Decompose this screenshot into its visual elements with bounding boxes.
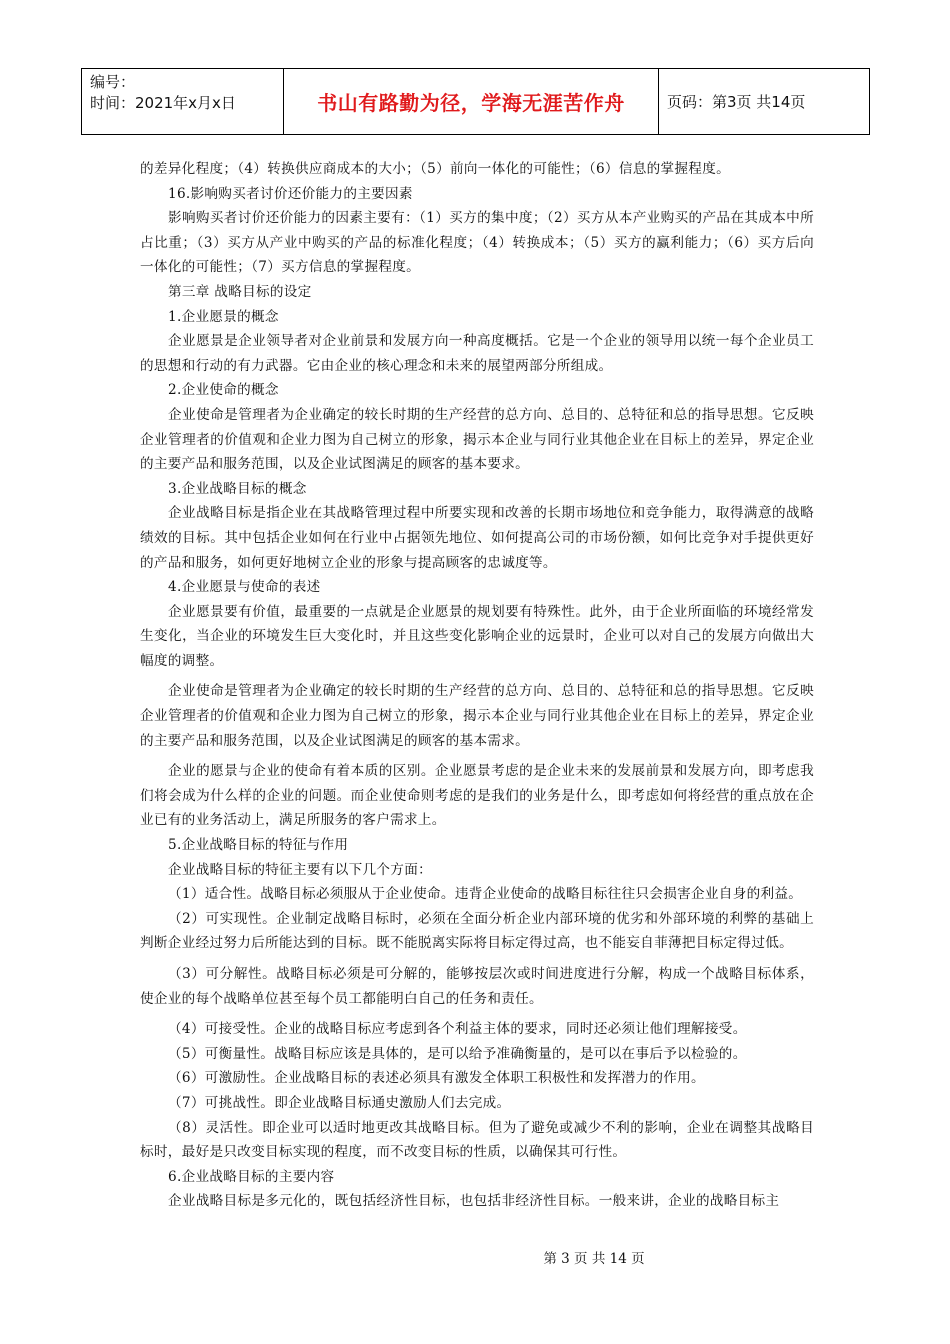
paragraph: （7）可挑战性。即企业战略目标通史激励人们去完成。 xyxy=(168,1094,511,1111)
section-heading: 2.企业使命的概念 xyxy=(168,382,279,399)
paragraph: 企业的愿景与企业的使命有着本质的区别。企业愿景考虑的是企业未来的发展前景和发展方向，即考虑我们将会成为什么样的企业的问题。而企业使命则考虑的是我们的业务是什么，即考虑如何将经营的重点放在企业已有的业务活动上，满足所服务的客户需求上。 xyxy=(140,763,814,829)
section-heading: 6.企业战略目标的主要内容 xyxy=(168,1168,335,1185)
paragraph: 企业愿景要有价值，最重要的一点就是企业愿景的规划要有特殊性。此外，由于企业所面临的环境经常发生变化，当企业的环境发生巨大变化时，并且这些变化影响企业的远景时，企业可以对自己的发展方向做出大幅度的调整。 xyxy=(140,603,814,669)
motto-text: 书山有路勤为径，学海无涯苦作舟 xyxy=(317,91,625,115)
paragraph: （2）可实现性。企业制定战略目标时，必须在全面分析企业内部环境的优劣和外部环境的利弊的基础上判断企业经过努力后所能达到的目标。既不能脱离实际将目标定得过高，也不能妄自菲薄把目标定得过低。 xyxy=(140,910,814,952)
footer-page-number: 第 3 页 共 14 页 xyxy=(543,1251,645,1267)
page-info-cell xyxy=(659,69,869,134)
motto-cell xyxy=(284,69,659,134)
section-heading: 4.企业愿景与使命的表述 xyxy=(168,579,321,596)
section-heading: 16.影响购买者讨价还价能力的主要因素 xyxy=(168,185,413,202)
section-heading: 5.企业战略目标的特征与作用 xyxy=(168,837,349,854)
paragraph: （3）可分解性。战略目标必须是可分解的，能够按层次或时间进度进行分解，构成一个战略目标体系，使企业的每个战略单位甚至每个员工都能明白自己的任务和责任。 xyxy=(140,966,814,1007)
section-heading: 1.企业愿景的概念 xyxy=(168,308,279,325)
document-body xyxy=(140,157,814,1214)
paragraph: 影响购买者讨价还价能力的因素主要有：（1）买方的集中度；（2）买方从本产业购买的产品在其成本中所占比重；（3）买方从产业中购买的产品的标准化程度；（4）转换成本；（5）买方的赢利能力；（6）买方后向一体化的可能性；（7）买方信息的掌握程度。 xyxy=(140,210,814,276)
paragraph: 企业使命是管理者为企业确定的较长时期的生产经营的总方向、总目的、总特征和总的指导思想。它反映企业管理者的价值观和企业力图为自己树立的形象，揭示本企业与同行业其他企业在目标上的差异，界定企业的主要产品和服务范围，以及企业试图满足的顾客的基本需求。 xyxy=(140,683,814,749)
section-heading: 第三章 战略目标的设定 xyxy=(168,283,312,300)
section-heading: 3.企业战略目标的概念 xyxy=(168,480,307,497)
paragraph: 企业战略目标是多元化的，既包括经济性目标，也包括非经济性目标。一般来讲，企业的战略目标主 xyxy=(168,1193,780,1210)
header-table xyxy=(81,68,870,135)
time-label: 时间：2021年x月x日 xyxy=(90,94,236,112)
paragraph: （6）可激励性。企业战略目标的表述必须具有激发全体职工积极性和发挥潜力的作用。 xyxy=(168,1070,705,1087)
paragraph: 企业使命是管理者为企业确定的较长时期的生产经营的总方向、总目的、总特征和总的指导思想。它反映企业管理者的价值观和企业力图为自己树立的形象，揭示本企业与同行业其他企业在目标上的差异，界定企业的主要产品和服务范围，以及企业试图满足的顾客的基本要求。 xyxy=(140,406,814,473)
number-label: 编号： xyxy=(90,73,136,91)
paragraph: （5）可衡量性。战略目标应该是具体的，是可以给予准确衡量的，是可以在事后予以检验的。 xyxy=(168,1045,747,1062)
paragraph: 企业战略目标是指企业在其战略管理过程中所要实现和改善的长期市场地位和竞争能力，取得满意的战略绩效的目标。其中包括企业如何在行业中占据领先地位、如何提高公司的市场份额，如何比竞争对手提供更好的产品和服务，如何更好地树立企业的形象与提高顾客的忠诚度等。 xyxy=(140,505,814,571)
header-meta-cell xyxy=(82,69,284,134)
page-info-text: 页码：第3页 共14页 xyxy=(667,93,806,111)
paragraph: 的差异化程度；（4）转换供应商成本的大小；（5）前向一体化的可能性；（6）信息的掌握程度。 xyxy=(140,161,730,177)
page-footer xyxy=(0,1247,950,1267)
paragraph: （1）适合性。战略目标必须服从于企业使命。违背企业使命的战略目标往往只会损害企业自身的利益。 xyxy=(168,886,803,903)
paragraph: 企业愿景是企业领导者对企业前景和发展方向一种高度概括。它是一个企业的领导用以统一每个企业员工的思想和行动的有力武器。它由企业的核心理念和未来的展望两部分所组成。 xyxy=(140,333,814,374)
paragraph: （4）可接受性。企业的战略目标应考虑到各个利益主体的要求，同时还必须让他们理解接受。 xyxy=(168,1021,747,1038)
paragraph: 企业战略目标的特征主要有以下几个方面： xyxy=(168,861,432,878)
paragraph: （8）灵活性。即企业可以适时地更改其战略目标。但为了避免或减少不利的影响，企业在调整其战略目标时，最好是只改变目标实现的程度，而不改变目标的性质，以确保其可行性。 xyxy=(140,1119,814,1161)
